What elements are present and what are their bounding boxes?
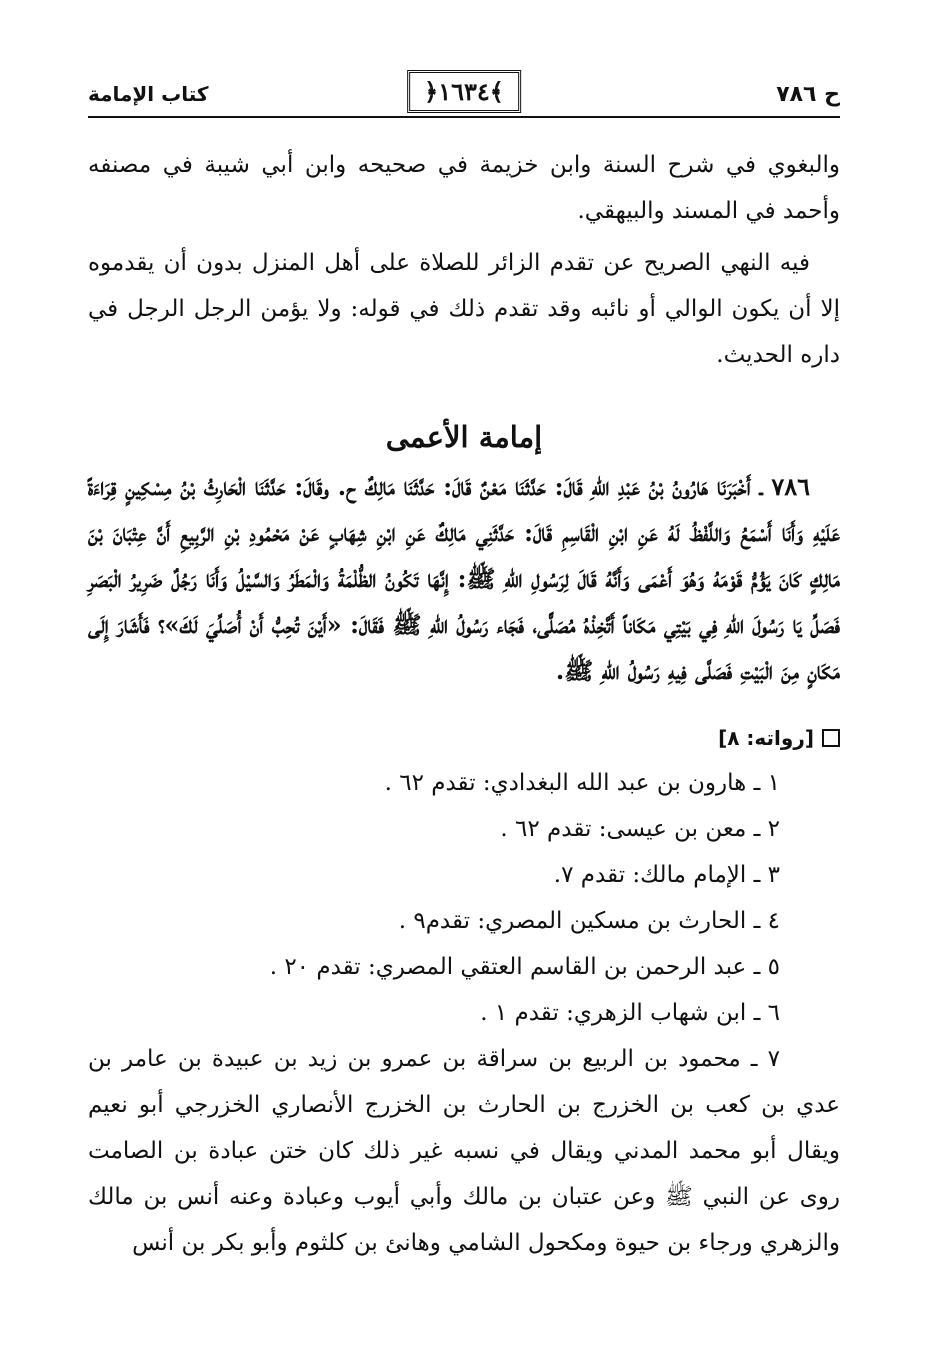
book-chapter-title: كتاب الإمامة [88, 82, 209, 106]
narrator-item: ١ ـ هارون بن عبد الله البغدادي: تقدم ٦٢ . [384, 770, 780, 796]
page-number: ﴿١٦٣٤﴾ [407, 70, 521, 113]
narrator-item-biography: ٧ ـ محمود بن الربيع بن سراقة بن عمرو بن زيد بن عبيدة بن عامر بن عدي بن كعب بن الخزرج بن الحارث بن الخزرج الأنصاري الخزرجي أبو نعيم ويقال أبو محمد المدني ويقال في نسبه غير ذلك كان ختن عبادة بن الصامت روى عن النبي ﷺ وعن عتبان بن مالك وأبي أيوب وعبادة وعنه أنس بن مالك والزهري ورجاء بن حيوة ومكحول الشامي وهانئ بن كلثوم وأبو بكر بن أنس [88, 1046, 840, 1256]
narrators-heading [88, 716, 840, 760]
narrator-item: ٦ ـ ابن شهاب الزهري: تقدم ١ . [480, 1000, 780, 1026]
narrators-heading-label: [رواته: ٨] [718, 726, 814, 750]
checkbox-square-icon [822, 729, 840, 747]
book-page [88, 70, 840, 1266]
paragraph-commentary-end: والبغوي في شرح السنة وابن خزيمة في صحيحه وابن أبي شيبة في مصنفه وأحمد في المسند والبيهقي. [88, 152, 840, 224]
narrator-item: ٢ ـ معن بن عيسى: تقدم ٦٢ . [500, 816, 780, 842]
hadith-range-label: ح ٧٨٦ [776, 82, 840, 107]
section-title: إمامة الأعمى [385, 420, 543, 454]
narrator-item: ٤ ـ الحارث بن مسكين المصري: تقدم٩ . [398, 908, 780, 934]
header-divider [88, 116, 840, 118]
narrator-item: ٣ ـ الإمام مالك: تقدم ٧. [553, 862, 780, 888]
page-header [88, 70, 840, 118]
hadith-text: ٧٨٦ ـ أَخْبَرَنَا هَارُونُ بْنُ عَبْدِ اللهِ قَالَ: حَدَّثَنَا مَعْنٌ قَالَ: حَدَّثَنَا مَالِكٌ ح. وقَالَ: حَدَّثَنَا الْحَارِثُ بْنُ مِسْكِينٍ قِرَاءَةً عَلَيْهِ وَأَنَا أَسْمَعُ وَاللَّفْظُ لَهُ عَنِ ابْنِ الْقَاسِمِ قَالَ: حَدَّثَنِي مَالِكٌ عَنِ ابْنِ شِهَابٍ عَنْ مَحْمُودِ بْنِ الرَّبِيعِ أَنَّ عِتْبَانَ بْنَ مَالِكٍ كَانَ يَؤُمُّ قَوْمَهُ وَهُوَ أَعْمَى وَأَنَّهُ قَالَ لِرَسُولِ اللهِ ﷺ: إِنَّهَا تَكُونُ الظُّلْمَةُ وَالْمَطَرُ وَالسَّيْلُ وَأَنَا رَجُلٌ ضَرِيرُ الْبَصَرِ فَصَلِّ يَا رَسُولَ اللهِ فِي بَيْتِي مَكَاناً أَتَّخِذْهُ مُصَلًّى، فَجَاء رَسُولُ اللهِ ﷺ فَقَالَ: «أَيْنَ تُحِبُّ أَنْ أُصَلِّيَ لَكَ»؟ فَأَشَارَ إِلَى مَكَانٍ مِنَ الْبَيْتِ فَصَلَّى فِيهِ رَسُولُ اللهِ ﷺ. [88, 472, 841, 685]
narrator-item: ٥ ـ عبد الرحمن بن القاسم العتقي المصري: تقدم ٢٠ . [269, 954, 780, 980]
paragraph-commentary: فيه النهي الصريح عن تقدم الزائر للصلاة على أهل المنزل بدون أن يقدموه إلا أن يكون الوالي أو نائبه وقد تقدم ذلك في قوله: ولا يؤمن الرجل الرجل في داره الحديث. [88, 250, 840, 368]
